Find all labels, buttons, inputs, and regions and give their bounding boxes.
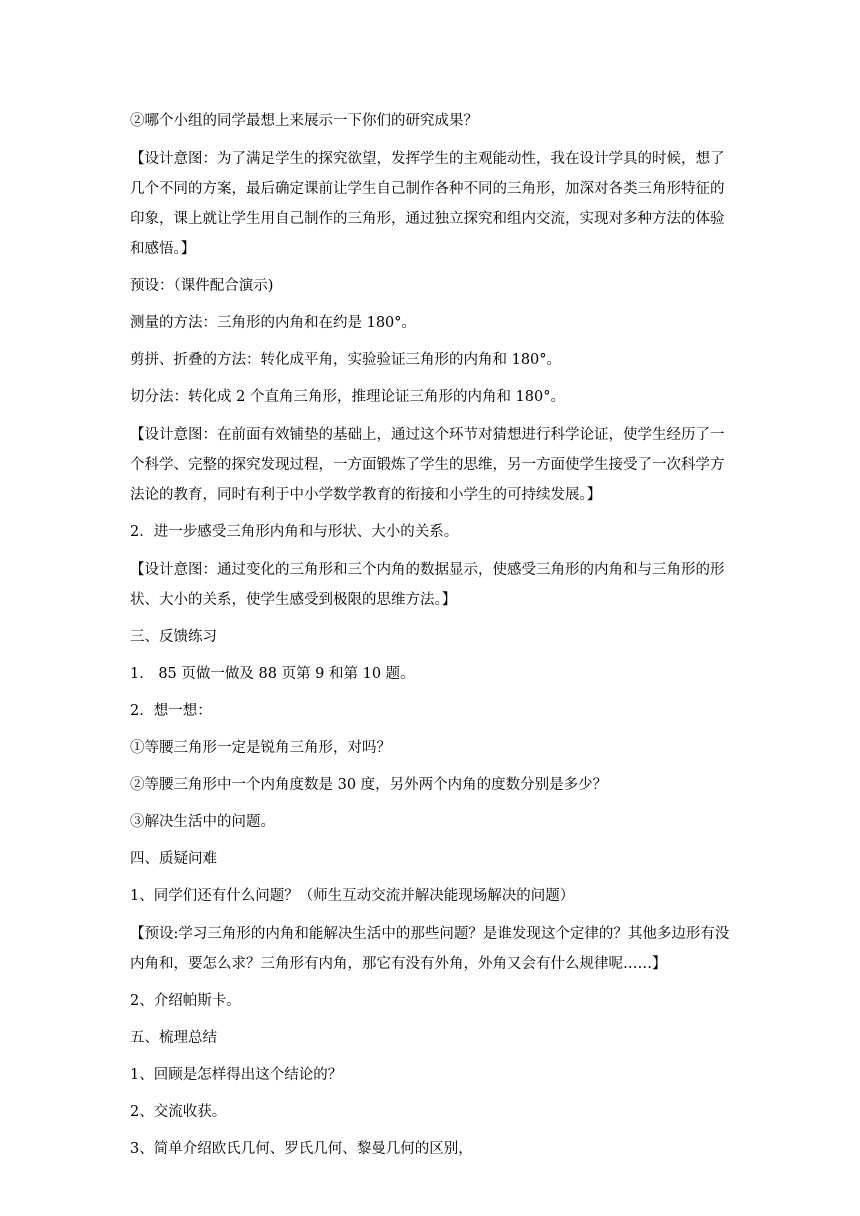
paragraph-21: 1、回顾是怎样得出这个结论的？ bbox=[130, 1067, 343, 1083]
paragraph-3: 预设：（课件配合演示) bbox=[130, 278, 274, 294]
paragraph-8: 2．进一步感受三角形内角和与形状、大小的关系。 bbox=[130, 524, 459, 540]
paragraph-18: 【预设:学习三角形的内角和能解决生活中的那些问题？是谁发现这个定律的？其他多边形有没内角和，要怎么求？三角形有内角，那它有没有外角，外角又会有什么规律呢……】 bbox=[130, 926, 730, 972]
paragraph-17: 1、同学们还有什么问题？（师生互动交流并解决能现场解决的问题） bbox=[130, 888, 575, 904]
paragraph-4: 测量的方法：三角形的内角和在约是 180°。 bbox=[130, 315, 417, 331]
paragraph-22: 2、交流收获。 bbox=[130, 1104, 227, 1120]
paragraph-14: ②等腰三角形中一个内角度数是 30 度，另外两个内角的度数分别是多少？ bbox=[130, 777, 608, 793]
paragraph-5: 剪拼、折叠的方法：转化成平角，实验验证三角形的内角和 180°。 bbox=[130, 352, 562, 368]
paragraph-15: ③解决生活中的问题。 bbox=[130, 814, 275, 830]
paragraph-13: ①等腰三角形一定是锐角三角形，对吗？ bbox=[130, 740, 391, 756]
paragraph-23: 3、简单介绍欧氏几何、罗氏几何、黎曼几何的区别， bbox=[130, 1141, 473, 1157]
document-page bbox=[130, 107, 732, 1172]
paragraph-11: 1． 85 页做一做及 88 页第 9 和第 10 题。 bbox=[130, 666, 415, 682]
paragraph-2: 【设计意图：为了满足学生的探究欲望，发挥学生的主观能动性，我在设计学具的时候，想了几个不同的方案，最后确定课前让学生自己制作各种不同的三角形，加深对各类三角形特征的印象，课上就让学生用自己制作的三角形，通过独立探究和组内交流，实现对多种方法的体验和感悟。】 bbox=[130, 151, 725, 257]
paragraph-9: 【设计意图：通过变化的三角形和三个内角的数据显示，使感受三角形的内角和与三角形的形状、大小的关系，使学生感受到极限的思维方法。】 bbox=[130, 562, 725, 608]
paragraph-1: ②哪个小组的同学最想上来展示一下你们的研究成果？ bbox=[130, 113, 478, 129]
section-heading-4: 四、质疑问难 bbox=[130, 851, 217, 867]
paragraph-7: 【设计意图：在前面有效铺垫的基础上，通过这个环节对猜想进行科学论证，使学生经历了一个科学、完整的探究发现过程，一方面锻炼了学生的思维，另一方面使学生接受了一次科学方法论的教育，同时有利于中小学数学教育的衔接和小学生的可持续发展。】 bbox=[130, 427, 725, 503]
section-heading-3: 三、反馈练习 bbox=[130, 629, 217, 645]
paragraph-6: 切分法：转化成 2 个直角三角形，推理论证三角形的内角和 180°。 bbox=[130, 389, 565, 405]
paragraph-12: 2．想一想： bbox=[130, 703, 212, 719]
paragraph-19: 2、介绍帕斯卡。 bbox=[130, 993, 241, 1009]
section-heading-5: 五、梳理总结 bbox=[130, 1030, 217, 1046]
